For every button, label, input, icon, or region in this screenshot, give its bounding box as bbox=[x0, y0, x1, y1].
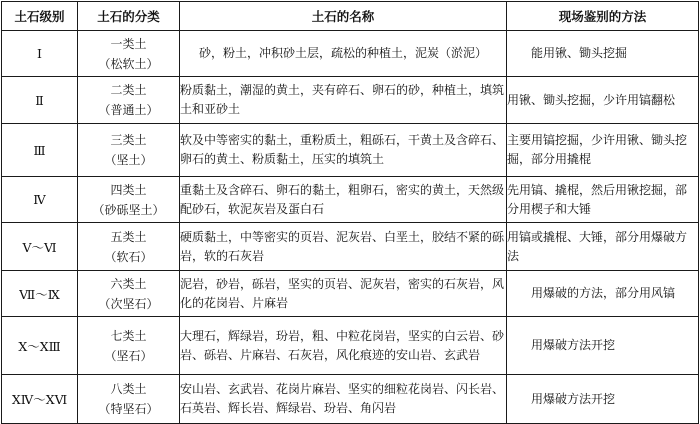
method-cell: 能用锹、锄头挖掘 bbox=[507, 31, 699, 77]
grade-cell: Ⅱ bbox=[2, 77, 78, 124]
names-cell: 砂，粉土，冲积砂土层，疏松的种植土，泥炭（淤泥） bbox=[180, 31, 507, 77]
header-method: 现场鉴别的方法 bbox=[507, 2, 699, 31]
names-cell: 安山岩、玄武岩、花岗片麻岩、坚实的细粒花岗岩、闪长岩、石英岩、辉长岩、辉绿岩、玢岩、角闪岩 bbox=[180, 375, 507, 424]
class-name: 二类土 bbox=[110, 83, 147, 97]
names-cell: 大理石，辉绿岩，玢岩，粗、中粒花岗岩，坚实的白云岩、砂岩、砾岩、片麻岩、石灰岩，风化痕迹的安山岩、玄武岩 bbox=[180, 317, 507, 375]
names-cell: 粉质黏土，潮湿的黄土，夹有碎石、卵石的砂，种植土，填筑土和亚砂土 bbox=[180, 77, 507, 124]
class-alias: （坚石） bbox=[104, 348, 153, 363]
class-cell bbox=[78, 317, 180, 375]
names-cell: 硬质黏土，中等密实的页岩、泥灰岩、白垩土，胶结不紧的砾岩，软的石灰岩 bbox=[180, 223, 507, 271]
header-classification: 土石的分类 bbox=[78, 2, 180, 31]
table-row bbox=[2, 31, 699, 77]
class-alias: （坚土） bbox=[104, 153, 153, 167]
method-cell: 用爆破方法开挖 bbox=[507, 375, 699, 424]
table-row bbox=[2, 124, 699, 177]
method-cell: 用锹、锄头挖掘，少许用镐翻松 bbox=[507, 77, 699, 124]
class-cell bbox=[78, 271, 180, 317]
method-cell: 主要用镐挖掘，少许用锹、锄头挖掘，部分用撬棍 bbox=[507, 124, 699, 177]
grade-cell: Ⅴ～Ⅵ bbox=[2, 223, 78, 271]
table-row bbox=[2, 77, 699, 124]
class-cell bbox=[78, 77, 180, 124]
class-alias: （普通土） bbox=[98, 103, 159, 117]
class-cell bbox=[78, 31, 180, 77]
grade-cell: Ⅲ bbox=[2, 124, 78, 177]
class-name: 五类土 bbox=[110, 229, 147, 244]
class-cell bbox=[78, 223, 180, 271]
method-cell: 用镐或撬棍、大锤，部分用爆破方法 bbox=[507, 223, 699, 271]
table-row bbox=[2, 177, 699, 223]
header-grade: 土石级别 bbox=[2, 2, 78, 31]
method-cell: 先用镐、撬棍，然后用锹挖掘，部分用楔子和大锤 bbox=[507, 177, 699, 223]
header-names: 土石的名称 bbox=[180, 2, 507, 31]
grade-cell: Ⅹ～ⅩⅢ bbox=[2, 317, 78, 375]
grade-cell: Ⅰ bbox=[2, 31, 78, 77]
table-row bbox=[2, 375, 699, 424]
grade-cell: Ⅳ bbox=[2, 177, 78, 223]
method-cell: 用爆破的方法，部分用风镐 bbox=[507, 271, 699, 317]
class-name: 一类土 bbox=[110, 36, 147, 51]
class-name: 七类土 bbox=[110, 328, 147, 343]
class-alias: （次坚石） bbox=[98, 296, 159, 311]
class-cell bbox=[78, 124, 180, 177]
grade-cell: Ⅶ～Ⅸ bbox=[2, 271, 78, 317]
names-cell: 软及中等密实的黏土，重粉质土，粗砾石，干黄土及含碎石、卵石的黄土、粉质黏土，压实的填筑土 bbox=[180, 124, 507, 177]
class-cell bbox=[78, 177, 180, 223]
table-row bbox=[2, 317, 699, 375]
method-cell: 用爆破方法开挖 bbox=[507, 317, 699, 375]
table-row bbox=[2, 271, 699, 317]
class-name: 八类土 bbox=[110, 382, 147, 396]
class-alias: （砂砾坚土） bbox=[92, 202, 165, 217]
names-cell: 泥岩，砂岩，砾岩，坚实的页岩、泥灰岩，密实的石灰岩，风化的花岗岩、片麻岩 bbox=[180, 271, 507, 317]
header-row bbox=[2, 2, 699, 31]
table-row bbox=[2, 223, 699, 271]
class-cell bbox=[78, 375, 180, 424]
grade-cell: ⅩⅣ～ⅩⅥ bbox=[2, 375, 78, 424]
class-alias: （松软土） bbox=[98, 56, 159, 71]
class-alias: （软石） bbox=[104, 249, 153, 264]
class-name: 三类土 bbox=[110, 133, 147, 147]
class-alias: （特坚石） bbox=[98, 402, 159, 416]
names-cell: 重黏土及含碎石、卵石的黏土，粗卵石，密实的黄土，天然级配砂石，软泥灰岩及蛋白石 bbox=[180, 177, 507, 223]
class-name: 六类土 bbox=[110, 276, 147, 291]
soil-classification-table bbox=[1, 1, 699, 424]
class-name: 四类土 bbox=[110, 182, 147, 197]
